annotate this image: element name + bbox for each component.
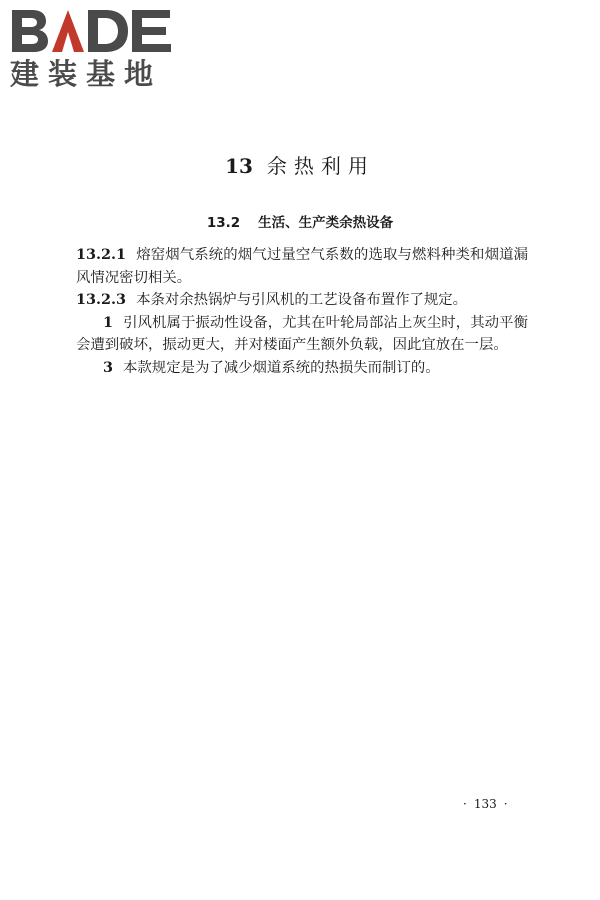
bade-logo-icon [10,6,175,56]
item-paragraph [76,357,528,380]
section-number: 13.2 [206,215,241,231]
watermark-chinese-text: 建装基地 [10,57,163,91]
clause-text: 熔窑烟气系统的烟气过量空气系数的选取与燃料种类和烟道漏风情况密切相关。 [76,247,528,286]
chapter-name: 余热利用 [266,154,375,178]
clause-number: 13.2.3 [76,291,127,308]
item-number: 3 [103,358,114,376]
page-number [456,797,515,811]
chapter-number: 13 [225,154,253,178]
page-number-value: 133 [473,797,497,811]
section-name: 生活、生产类余热设备 [258,215,394,231]
chapter-title [0,150,600,179]
clause-paragraph [76,244,528,289]
section-title [0,211,600,231]
item-text: 本款规定是为了减少烟道系统的热损失而制订的。 [123,359,440,376]
clause-text: 本条对余热锅炉与引风机的工艺设备布置作了规定。 [136,292,468,308]
watermark-logo [10,6,175,91]
clause-number: 13.2.1 [76,246,127,263]
item-paragraph [76,312,528,357]
page-dot-left: · [463,797,467,811]
body-content [76,244,528,379]
item-text: 引风机属于振动性设备，尤其在叶轮局部沾上灰尘时，其动平衡会遭到破坏，振动更大，并对楼面产生额外负载，因此宜放在一层。 [76,314,528,353]
item-number: 1 [103,313,114,331]
page-dot-right: · [503,797,508,811]
clause-paragraph [76,289,528,312]
